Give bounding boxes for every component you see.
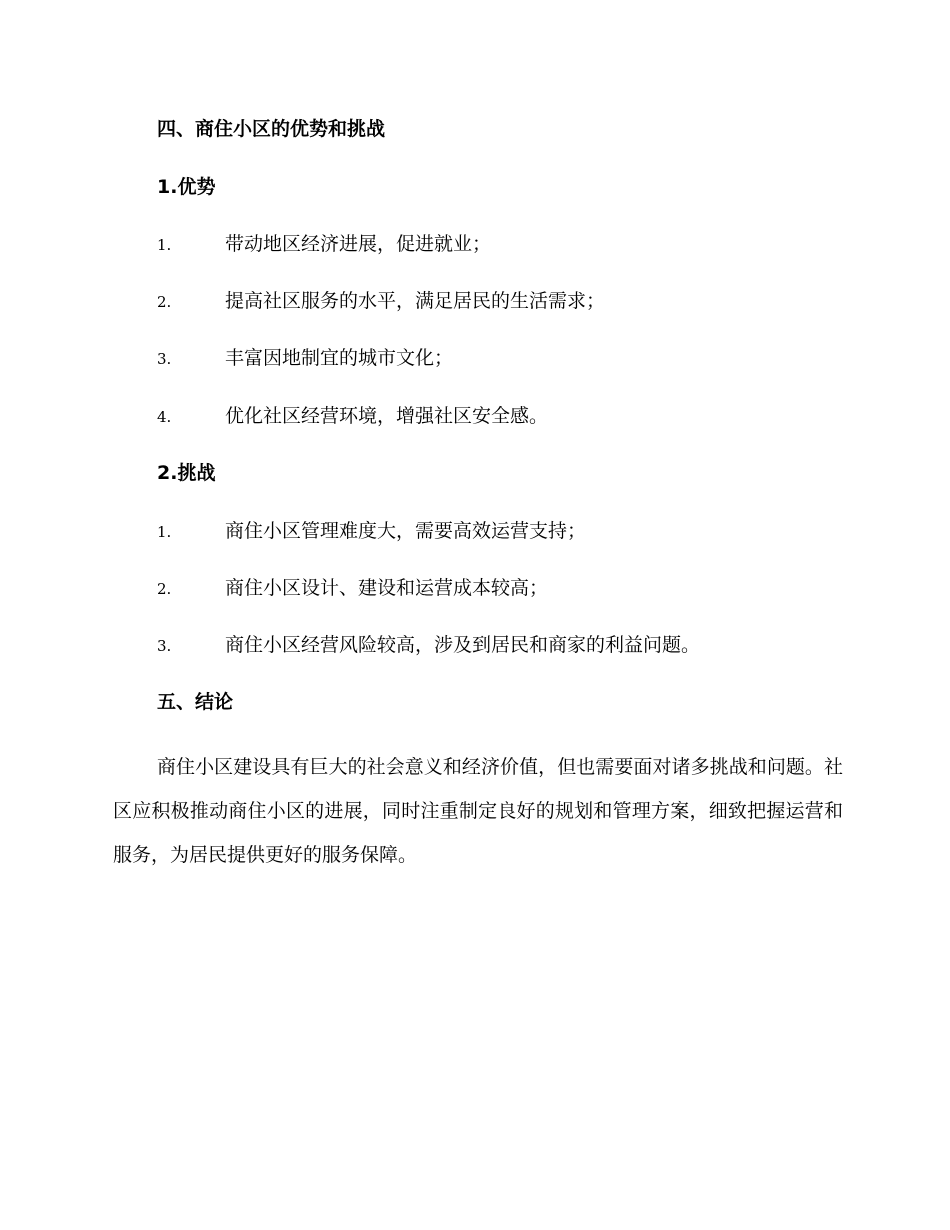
- list-item: [157, 576, 857, 600]
- list-text: 优化社区经营环境，增强社区安全感。: [225, 405, 549, 427]
- list-item: [157, 633, 857, 657]
- subheading-advantages: 1.优势: [157, 176, 216, 198]
- list-text: 商住小区经营风险较高，涉及到居民和商家的利益问题。: [225, 634, 701, 656]
- list-text: 带动地区经济进展，促进就业；: [225, 233, 492, 255]
- list-item: [157, 289, 857, 313]
- list-item: [157, 404, 857, 428]
- list-item: [157, 519, 857, 543]
- list-number: 1.: [157, 523, 172, 541]
- subheading-challenges: 2.挑战: [157, 462, 216, 484]
- list-text: 商住小区设计、建设和运营成本较高；: [225, 577, 549, 599]
- list-text: 丰富因地制宜的城市文化；: [225, 347, 454, 369]
- section-heading-advantages-challenges: 四、商住小区的优势和挑战: [157, 118, 386, 140]
- list-text: 商住小区管理难度大，需要高效运营支持；: [225, 520, 587, 542]
- list-item: [157, 346, 857, 370]
- list-number: 2.: [157, 580, 172, 598]
- list-number: 3.: [157, 637, 172, 655]
- list-item: [157, 232, 857, 256]
- conclusion-paragraph: 商住小区建设具有巨大的社会意义和经济价值，但也需要面对诸多挑战和问题。社区应积极推动商住小区的进展，同时注重制定良好的规划和管理方案，细致把握运营和服务，为居民提供更好的服务保障。: [113, 756, 843, 866]
- list-number: 2.: [157, 293, 172, 311]
- list-number: 3.: [157, 350, 172, 368]
- section-heading-conclusion: 五、结论: [157, 691, 234, 713]
- list-text: 提高社区服务的水平，满足居民的生活需求；: [225, 290, 606, 312]
- list-number: 1.: [157, 236, 172, 254]
- list-number: 4.: [157, 408, 172, 426]
